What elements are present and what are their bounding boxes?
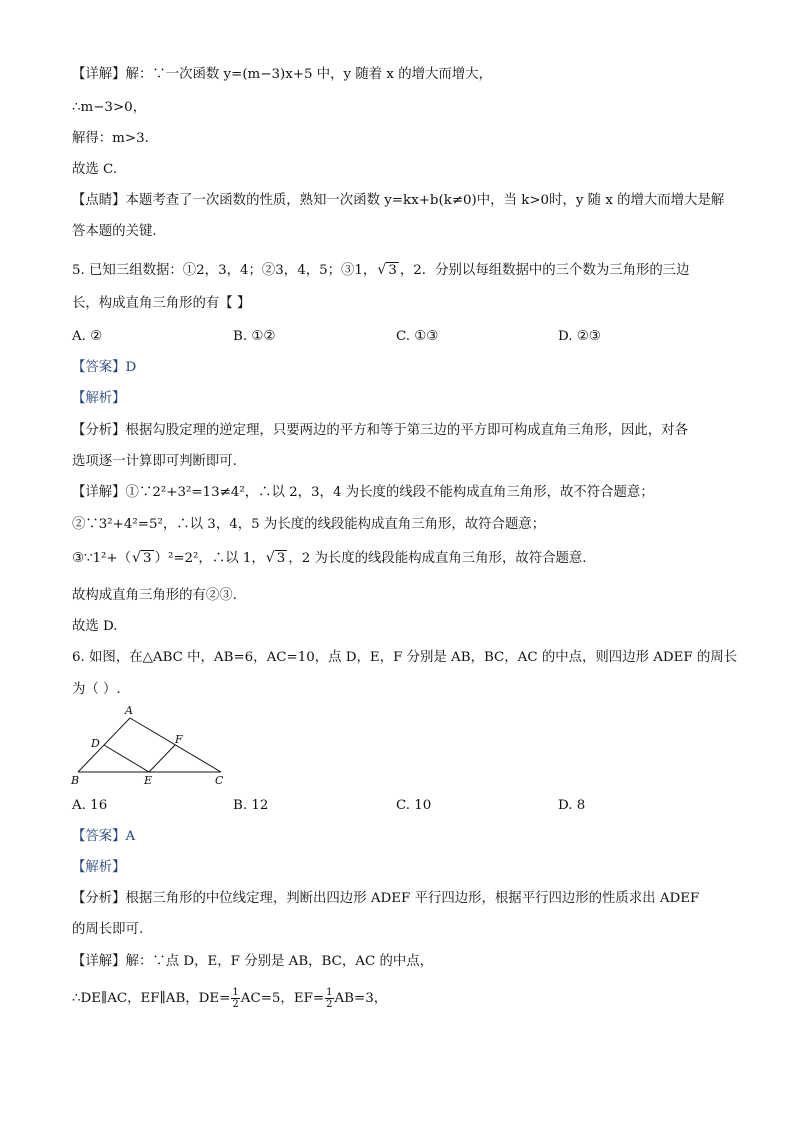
vertex-label-b: B: [71, 774, 80, 787]
q5-detail3-part2: ）²=2²，∴以 1，: [154, 551, 265, 566]
q6-fenxi-line2: 的周长即可.: [72, 922, 144, 937]
q6-option-c: C. 10: [396, 798, 432, 813]
q5-answer: 【答案】D: [72, 360, 137, 375]
q5-stem-line1: [72, 262, 690, 280]
sqrt-three: √ 3: [132, 550, 154, 568]
q4-step2: 解得：m>3.: [72, 131, 149, 146]
q6-detail-line2: [72, 987, 387, 1010]
q5-analysis-heading: 【解析】: [72, 391, 126, 406]
q6-stem-line2: 为（ ）.: [72, 682, 121, 697]
q6-option-d: D. 8: [558, 798, 586, 813]
vertex-label-f: F: [175, 733, 183, 746]
q6-option-b: B. 12: [233, 798, 269, 813]
vertex-label-e: E: [144, 774, 153, 787]
sqrt-three: √ 3: [377, 262, 399, 280]
q4-comment-line2: 答本题的关键.: [72, 224, 157, 239]
q5-conclusion: 故构成直角三角形的有②③.: [72, 588, 237, 603]
q6-fenxi-line1: 【分析】根据三角形的中位线定理，判断出四边形 ADEF 平行四边形，根据平行四边形的性质求出 ADEF: [72, 891, 700, 906]
q5-stem-line2: 长，构成直角三角形的有【 】: [72, 296, 251, 311]
q6-detail-line1: 【详解】解：∵点 D，E，F 分别是 AB，BC，AC 的中点，: [72, 954, 434, 969]
segment-de: [104, 745, 149, 772]
q6-answer: 【答案】A: [72, 829, 136, 844]
q5-detail3-part1: ③∵1²+（: [72, 551, 132, 566]
q5-stem-part1: 5. 已知三组数据：①2，3，4；②3，4，5；③1，: [72, 263, 377, 278]
q5-detail-line1: 【详解】①∵2²+3²=13≠4²，∴以 2，3，4 为长度的线段不能构成直角三角形，故不符合题意；: [72, 485, 654, 500]
q6-detail2-part2: AC=5，EF=: [240, 991, 325, 1006]
q5-option-d: D. ②③: [558, 329, 601, 344]
q5-stem-part2: ，2．分别以每组数据中的三个数为三角形的三边: [399, 263, 690, 278]
sqrt-three: √ 3: [266, 550, 288, 568]
q5-option-c: C. ①③: [396, 329, 439, 344]
q5-detail-line3: [72, 550, 587, 568]
q5-option-a: A. ②: [72, 329, 103, 344]
q6-detail2-part1: ∴DE∥AC，EF∥AB，DE=: [72, 991, 231, 1006]
q5-fenxi-line1: 【分析】根据勾股定理的逆定理，只要两边的平方和等于第三边的平方即可构成直角三角形，因此，对各: [72, 423, 688, 438]
vertex-label-d: D: [91, 737, 100, 750]
vertex-label-a: A: [125, 704, 133, 717]
q6-detail2-part3: AB=3，: [334, 991, 388, 1006]
q5-choose: 故选 D.: [72, 619, 118, 634]
q4-detail-line: 【详解】解：∵一次函数 y=(m−3)x+5 中，y 随着 x 的增大而增大，: [72, 67, 492, 82]
vertex-label-c: C: [215, 774, 224, 787]
q5-fenxi-line2: 选项逐一计算即可判断即可.: [72, 454, 237, 469]
q4-choose: 故选 C.: [72, 162, 118, 177]
fraction-one-half: $\frac{1}{2}$: [326, 987, 333, 1010]
q4-comment-line1: 【点睛】本题考查了一次函数的性质，熟知一次函数 y=kx+b(k≠0)中，当 k>0时，y 随 x 的增大而增大是解: [72, 193, 725, 208]
q5-detail3-part3: ，2 为长度的线段能构成直角三角形，故符合题意.: [288, 551, 587, 566]
q6-option-a: A. 16: [72, 798, 108, 813]
q4-step1: ∴m−3>0，: [72, 100, 147, 115]
triangle-figure: [68, 702, 238, 788]
q6-analysis-heading: 【解析】: [72, 860, 126, 875]
q6-stem-line1: 6. 如图，在△ABC 中，AB=6，AC=10，点 D，E，F 分别是 AB，BC，AC 的中点，则四边形 ADEF 的周长: [72, 650, 738, 665]
fraction-one-half: $\frac{1}{2}$: [232, 987, 239, 1010]
q5-detail-line2: ②∵3²+4²=5²，∴以 3，4，5 为长度的线段能构成直角三角形，故符合题意；: [72, 517, 546, 532]
segment-ef: [149, 745, 175, 772]
q5-option-b: B. ①②: [233, 329, 276, 344]
